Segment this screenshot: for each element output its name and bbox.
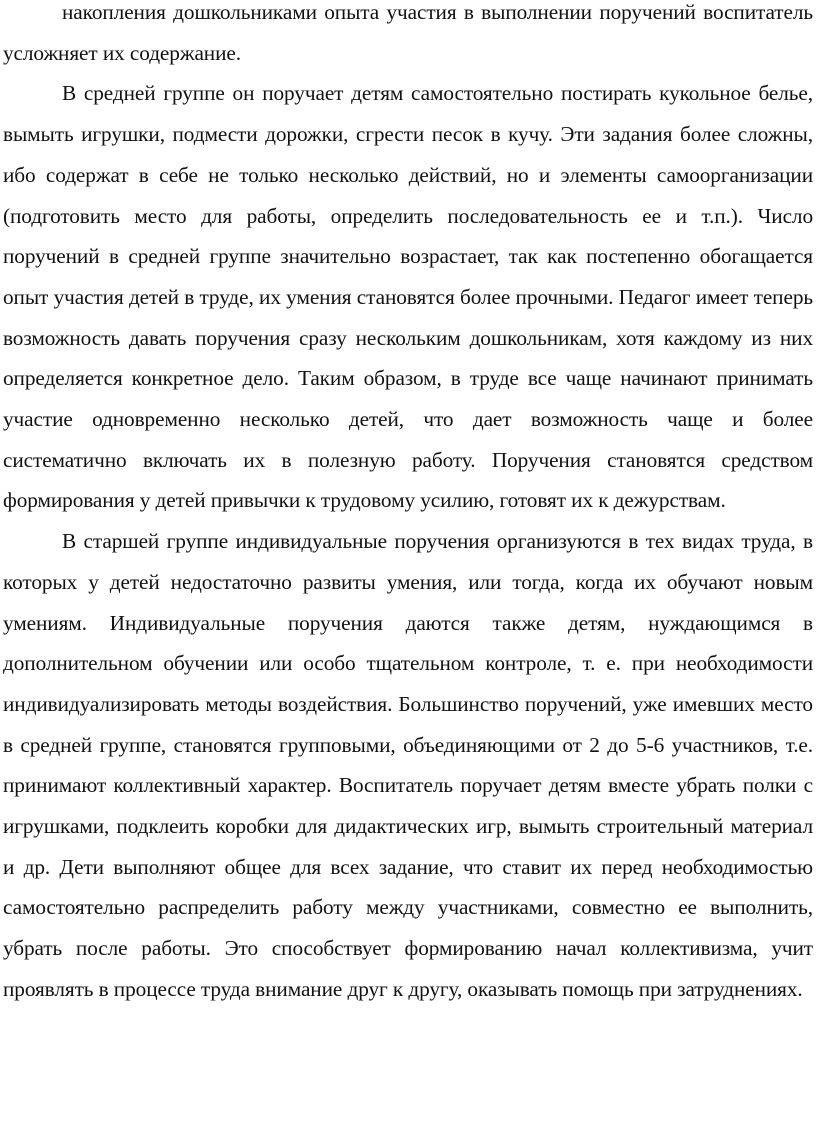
paragraph-continuation: накопления дошкольниками опыта участия в выполнении поручений воспитатель усложняет их содержание. [3,0,813,65]
paragraph-middle-group: В средней группе он поручает детям самостоятельно постирать кукольное белье, вымыть игрушки, подмести дорожки, сгрести песок в кучу. Эти задания более сложны, ибо содержат в себе не только несколько действий, но и элементы самоорганизации (подготовить место для работы, определить последовательность ее и т.п.). Число поручений в средней группе значительно возрастает, так как постепенно обогащается опыт участия детей в труде, их умения становятся более прочными. Педагог имеет теперь возможность давать поручения сразу нескольким дошкольникам, хотя каждому из них определяется конкретное дело. Таким образом, в труде все чаще начинают принимать участие одновременно несколько детей, что дает возможность чаще и более систематично включать их в полезную работу. Поручения становятся средством формирования у детей привычки к трудовому усилию, готовят их к дежурствам. [3,81,813,513]
document-page [3,0,813,1010]
paragraph-senior-group: В старшей группе индивидуальные поручения организуются в тех видах труда, в которых у детей недостаточно развиты умения, или тогда, когда их обучают новым умениям. Индивидуальные поручения даются также детям, нуждающимся в дополнительном обучении или особо тщательном контроле, т. е. при необходимости индивидуализировать методы воздействия. Большинство поручений, уже имевших место в средней группе, становятся групповыми, объединяющими от 2 до 5-6 участников, т.е. принимают коллективный характер. Воспитатель поручает детям вместе убрать полки с игрушками, подклеить коробки для дидактических игр, вымыть строительный материал и др. Дети выполняют общее для всех задание, что ставит их перед необходимостью самостоятельно распределить работу между участниками, совместно ее выполнить, убрать после работы. Это способствует формированию начал коллективизма, учит проявлять в процессе труда внимание друг к другу, оказывать помощь при затруднениях. [3,529,813,1001]
